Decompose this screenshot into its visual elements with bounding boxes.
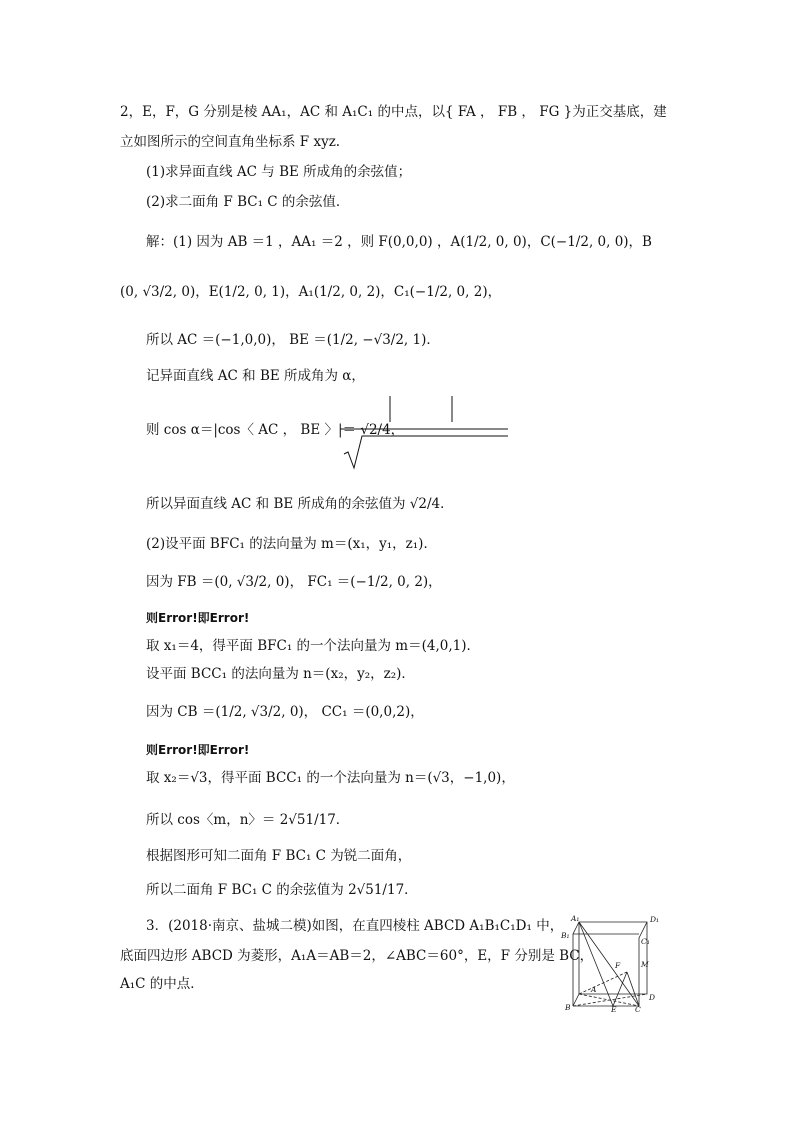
- question-2: (2)求二面角 F BC₁ C 的余弦值．: [146, 194, 350, 210]
- label-B: B: [565, 1003, 571, 1012]
- label-B1: B₁: [561, 931, 570, 940]
- solution-line-9: 则Error!即Error!: [146, 611, 250, 625]
- solution-line-16: 根据图形可知二面角 F BC₁ C 为锐二面角，: [146, 848, 412, 864]
- label-A1: A₁: [571, 914, 580, 923]
- solution-line-7: (2)设平面 BFC₁ 的法向量为 m＝(x₁，y₁，z₁)．: [146, 536, 437, 552]
- problem-3-line-2: 底面四边形 ABCD 为菱形，A₁A＝AB＝2，∠ABC＝60°，E，F 分别是 BC，: [120, 948, 594, 964]
- solution-line-8: 因为 FB ＝(0, √3/2, 0)， FC₁ ＝(−1/2, 0, 2)，: [146, 574, 442, 590]
- cos-fraction-graphic: [340, 392, 510, 472]
- solution-line-10: 取 x₁＝4，得平面 BFC₁ 的一个法向量为 m＝(4,0,1)．: [146, 638, 480, 654]
- label-F: F: [615, 961, 621, 970]
- solution-line-14: 取 x₂＝√3，得平面 BCC₁ 的一个法向量为 n＝(√3，−1,0)，: [146, 770, 515, 786]
- label-E: E: [611, 1005, 617, 1012]
- solution-line-3: 所以 AC ＝(−1,0,0)， BE ＝(1/2, −√3/2, 1)．: [146, 332, 440, 348]
- intro-line-1: 2，E，F，G 分别是棱 AA₁，AC 和 A₁C₁ 的中点，以{ FA ， FB ， FG }为正交基底，建: [120, 104, 667, 120]
- solution-line-12: 因为 CB ＝(1/2, √3/2, 0)， CC₁ ＝(0,0,2)，: [146, 704, 424, 720]
- label-D1: D₁: [650, 915, 660, 924]
- prism-figure: [555, 912, 670, 1012]
- solution-line-4: 记异面直线 AC 和 BE 所成角为 α，: [146, 368, 365, 384]
- solution-line-11: 设平面 BCC₁ 的法向量为 n＝(x₂，y₂，z₂)．: [146, 666, 415, 682]
- problem-3-line-3: A₁C 的中点．: [120, 976, 204, 992]
- label-D: D: [649, 993, 656, 1002]
- intro-line-2: 立如图所示的空间直角坐标系 F xyz.: [120, 134, 341, 150]
- label-C: C: [635, 1005, 641, 1012]
- solution-line-1: 解：(1) 因为 AB ＝1 ，AA₁ ＝2 ，则 F(0,0,0) ，A(1/2, 0, 0)，C(−1/2, 0, 0)，B: [146, 234, 652, 250]
- label-A: A: [591, 985, 597, 994]
- solution-line-2: (0, √3/2, 0)，E(1/2, 0, 1)，A₁(1/2, 0, 2)，C₁(−1/2, 0, 2)，: [120, 284, 502, 300]
- solution-line-6: 所以异面直线 AC 和 BE 所成角的余弦值为 √2/4．: [146, 496, 454, 512]
- label-C1: C₁: [641, 937, 650, 946]
- question-1: (1)求异面直线 AC 与 BE 所成角的余弦值；: [146, 164, 412, 180]
- label-M: M: [641, 960, 649, 969]
- solution-line-13: 则Error!即Error!: [146, 743, 250, 757]
- problem-3-line-1: 3．(2018·南京、盐城二模)如图，在直四棱柱 ABCD A₁B₁C₁D₁ 中，: [146, 918, 564, 934]
- solution-line-5: 则 cos α＝|cos〈 AC ， BE 〉|＝ √2/4，: [146, 422, 405, 438]
- solution-line-15: 所以 cos〈m，n〉＝ 2√51/17．: [146, 812, 350, 828]
- solution-line-17: 所以二面角 F BC₁ C 的余弦值为 2√51/17．: [146, 882, 418, 898]
